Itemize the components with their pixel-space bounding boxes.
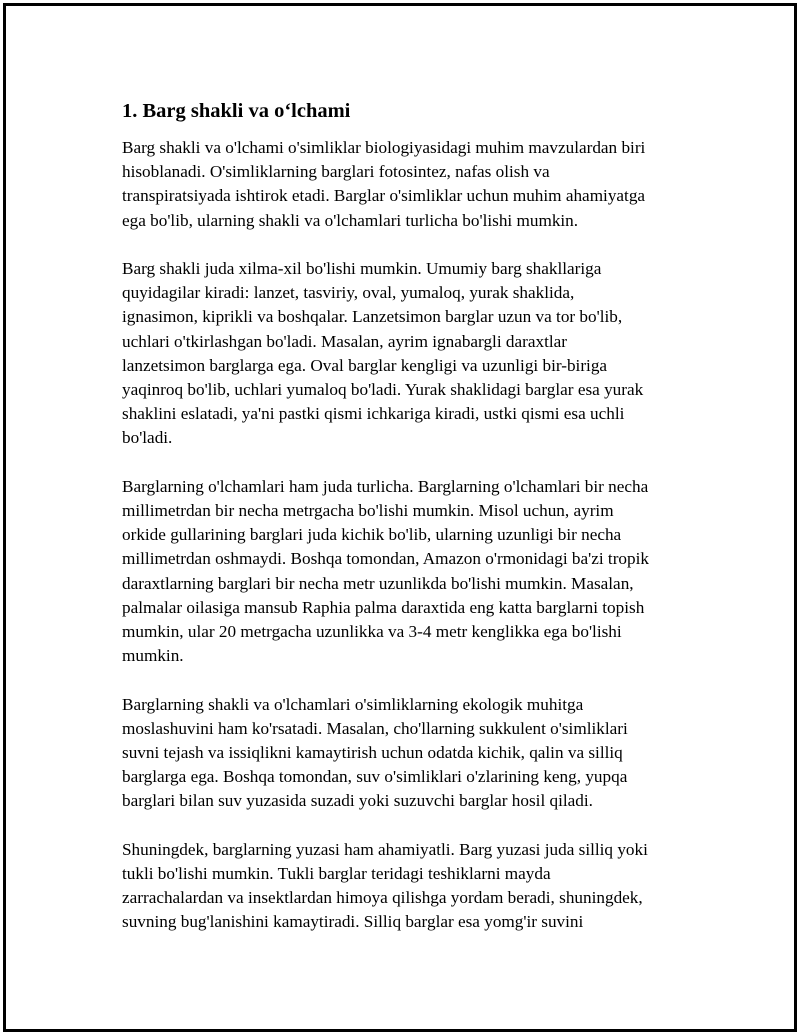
text-line: quyidagilar kiradi: lanzet, tasviriy, oval, yumaloq, yurak shaklida, <box>122 283 575 303</box>
text-line: lanzetsimon barglarga ega. Oval barglar kengligi va uzunligi bir-biriga <box>122 355 608 375</box>
text-line: millimetrdan bir necha metrgacha bo'lishi mumkin. Misol uchun, ayrim <box>122 501 614 521</box>
text-line: ignasimon, kiprikli va boshqalar. Lanzetsimon barglar uzun va tor bo'lib, <box>122 307 623 327</box>
text-line: barglarga ega. Boshqa tomondan, suv o'simliklari o'zlarining keng, yupqa <box>122 767 628 787</box>
text-line: uchlari o'tkirlashgan bo'ladi. Masalan, ayrim ignabargli daraxtlar <box>122 331 567 351</box>
text-line: shaklini eslatadi, ya'ni pastki qismi ichkariga kiradi, ustki qismi esa uchli <box>122 404 625 424</box>
paragraph <box>122 257 702 451</box>
text-line: ega bo'lib, ularning shakli va o'lchamlari turlicha bo'lishi mumkin. <box>122 210 579 230</box>
text-line: millimetrdan oshmaydi. Boshqa tomondan, Amazon o'rmonidagi ba'zi tropik <box>122 549 649 569</box>
text-line: suvning bug'lanishini kamaytiradi. Silliq barglar esa yomg'ir suvini <box>122 912 584 932</box>
paragraph <box>122 693 702 814</box>
text-line: Barglarning shakli va o'lchamlari o'simliklarning ekologik muhitga <box>122 694 584 714</box>
text-line: zarrachalardan va insektlardan himoya qilishga yordam beradi, shuningdek, <box>122 888 643 908</box>
text-line: Barglarning o'lchamlari ham juda turlicha. Barglarning o'lchamlari bir necha <box>122 476 649 496</box>
text-line: moslashuvini ham ko'rsatadi. Masalan, cho'llarning sukkulent o'simliklari <box>122 718 628 738</box>
paragraphs <box>122 136 702 935</box>
text-line: barglari bilan suv yuzasida suzadi yoki suzuvchi barglar hosil qiladi. <box>122 791 593 811</box>
text-line: bo'ladi. <box>122 428 173 448</box>
text-line: yaqinroq bo'lib, uchlari yumaloq bo'ladi. Yurak shaklidagi barglar esa yurak <box>122 380 644 400</box>
text-line: daraxtlarning barglari bir necha metr uzunlikda bo'lishi mumkin. Masalan, <box>122 573 634 593</box>
page-title: 1. Barg shakli va o‘lchami <box>122 100 351 122</box>
text-line: hisoblanadi. O'simliklarning barglari fotosintez, nafas olish va <box>122 162 550 182</box>
text-line: palmalar oilasiga mansub Raphia palma daraxtida eng katta barglarni topish <box>122 597 645 617</box>
text-line: transpiratsiyada ishtirok etadi. Barglar o'simliklar uchun muhim ahamiyatga <box>122 186 646 206</box>
text-line: mumkin, ular 20 metrgacha uzunlikka va 3-4 metr kenglikka ega bo'lishi <box>122 622 622 642</box>
paragraph <box>122 136 702 233</box>
text-line: orkide gullarining barglari juda kichik bo'lib, ularning uzunligi bir necha <box>122 525 622 545</box>
text-line: suvni tejash va issiqlikni kamaytirish uchun odatda kichik, qalin va silliq <box>122 743 623 763</box>
text-line: Barg shakli juda xilma-xil bo'lishi mumkin. Umumiy barg shakllariga <box>122 259 602 278</box>
page-content <box>122 98 702 959</box>
paragraph <box>122 475 702 669</box>
text-line: mumkin. <box>122 646 184 666</box>
text-line: Shuningdek, barglarning yuzasi ham ahamiyatli. Barg yuzasi juda silliq yoki <box>122 839 648 859</box>
paragraph <box>122 838 702 935</box>
text-line: Barg shakli va o'lchami o'simliklar biologiyasidagi muhim mavzulardan biri <box>122 138 646 157</box>
text-line: tukli bo'lishi mumkin. Tukli barglar teridagi teshiklarni mayda <box>122 864 551 884</box>
page-frame <box>3 3 797 1032</box>
